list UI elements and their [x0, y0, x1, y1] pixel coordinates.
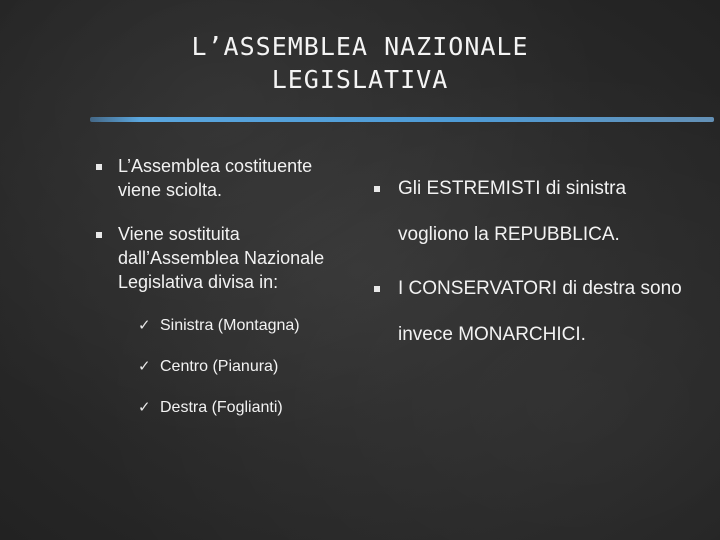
square-bullet-icon: [96, 164, 102, 170]
bullet-text: I CONSERVATORI di destra sono invece MONARCHICI.: [398, 278, 682, 345]
checkmark-icon: ✓: [138, 358, 151, 375]
sub-item-text: Destra (Foglianti): [160, 399, 283, 416]
checkmark-icon: ✓: [138, 317, 151, 334]
bullet-item: [96, 222, 356, 294]
sub-item-text: Sinistra (Montagna): [160, 317, 300, 334]
sub-item: [96, 396, 356, 420]
left-column: [96, 154, 356, 437]
bullet-item: [96, 154, 356, 202]
slide-title: [0, 30, 720, 96]
title-line-1: L’ASSEMBLEA NAZIONALE: [191, 32, 529, 61]
title-underline: [90, 117, 714, 122]
bullet-item: [374, 166, 694, 258]
right-column: [374, 166, 694, 366]
bullet-text: L’Assemblea costituente viene sciolta.: [118, 156, 313, 200]
sub-list: [96, 314, 356, 420]
title-line-2: LEGISLATIVA: [271, 65, 449, 94]
checkmark-icon: ✓: [138, 399, 151, 416]
square-bullet-icon: [96, 232, 102, 238]
bullet-text: Gli ESTREMISTI di sinistra vogliono la REPUBBLICA.: [398, 178, 627, 245]
sub-item-text: Centro (Pianura): [160, 358, 279, 375]
square-bullet-icon: [374, 286, 380, 292]
bullet-text: Viene sostituita dall’Assemblea Nazionale Legislativa divisa in:: [118, 224, 325, 292]
sub-item: [96, 314, 356, 338]
square-bullet-icon: [374, 186, 380, 192]
sub-item: [96, 355, 356, 379]
bullet-item: [374, 266, 694, 358]
